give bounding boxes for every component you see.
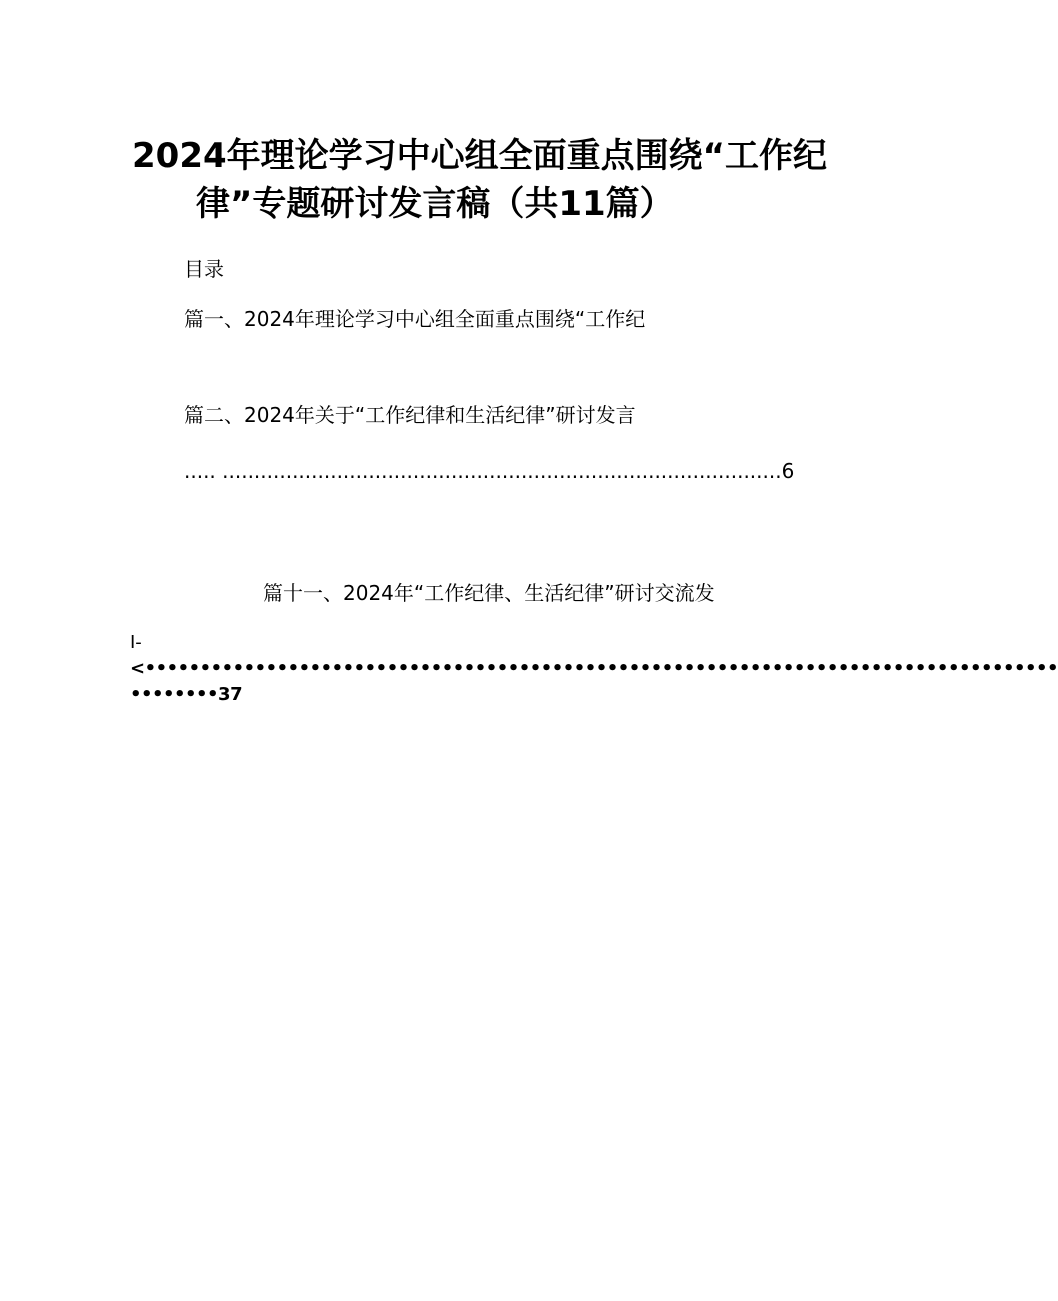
toc-entry-1: 篇一、2024年理论学习中心组全面重点围绕“工作纪 <box>184 307 646 331</box>
document-title <box>132 132 827 228</box>
title-line-2: 律”专题研讨发言稿（共11篇） <box>196 184 674 224</box>
toc-entry-2-leader: ..... ........................................................................................6 <box>184 459 795 483</box>
toc-entry-11: 篇十一、2024年“工作纪律、生活纪律”研讨交流发 <box>263 581 715 605</box>
toc-entry-11-marker: I- <box>130 632 142 653</box>
toc-entry-11-leader-line-1: <••••••••••••••••••••••••••••••••••••••••••••••••••••••••••••••••••••••••••••••••••• <box>130 658 1058 679</box>
toc-heading: 目录 <box>184 257 224 281</box>
toc-entry-11-leader-line-2: ••••••••37 <box>130 684 243 705</box>
toc-entry-2: 篇二、2024年关于“工作纪律和生活纪律”研讨发言 <box>184 403 636 427</box>
title-line-1: 2024年理论学习中心组全面重点围绕“工作纪 <box>132 136 827 176</box>
